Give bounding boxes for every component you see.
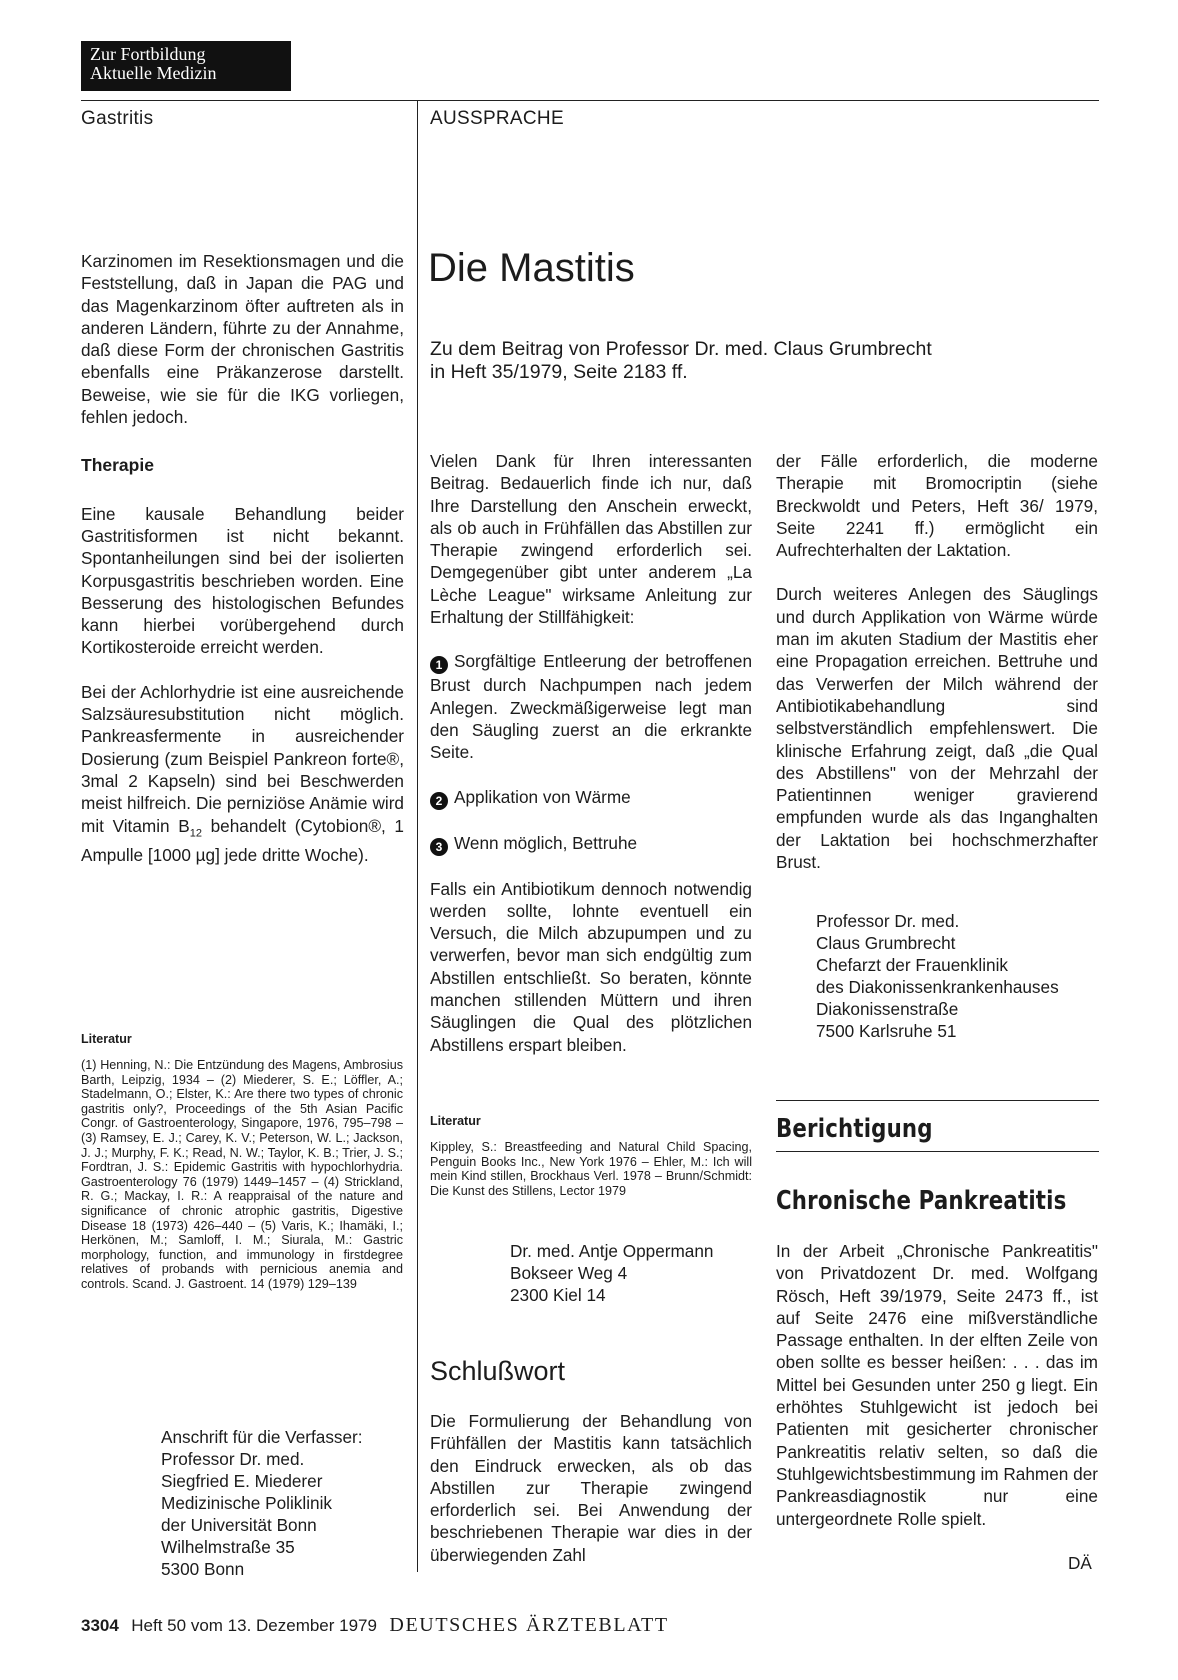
therapy-paragraph-1: Eine kausale Behandlung beider Gastritisformen ist nicht bekannt. Spontanheilungen sind bei der isolierten Korpusgastritis beschrieben worden. Eine Besserung des histologischen Befundes kann hierbei vorübergehend durch Kortikosteroide erreicht werden. (81, 503, 404, 658)
issue-info: Heft 50 vom 13. Dezember 1979 (131, 1616, 377, 1635)
literature-left: (1) Henning, N.: Die Entzündung des Magens, Ambrosius Barth, Leipzig, 1934 – (2) Miederer, S. E.; Löffler, A.; Stadelmann, O.; Elster, K.: Are there two types of chronic gastritis only?, Proceedings of the 5th Asian Pacific Congr. of Gastroenterology, Singapore, 1976, 795–798 – (3) Ramsey, E. J.; Carey, K. V.; Peterson, W. L.; Jackson, J. J.; Murphy, F. K.; Read, N. W.; Taylor, K. B.; Trier, J. S.; Fordtran, J. S.: Epidemic Gastritis with hypochlorhydria. Gastroenterology 76 (1979) 1449–1457 – (4) Strickland, R. G.; Mackay, I. R.: A reappraisal of the nature and significance of chronic atrophic gastritis, Digestive Disease 18 (1973) 426–440 – (5) Varis, K.; Ihamäki, I.; Herkönen, M.; Samloff, I. M.; Siurala, M.: Gastric morphology, function, and immunology in firstdegree relatives of probands with pernicious anemia and controls. Scand. J. Gastroent. 14 (1979) 129–139 (81, 1058, 403, 1291)
signoff: DÄ (1068, 1553, 1092, 1573)
pankreatitis-body: In der Arbeit „Chronische Pankreatitis" von Privatdozent Dr. med. Wolfgang Rösch, Heft 39/1979, Seite 2473 ff., ist auf Seite 2476 eine mißverständliche Passage enthalten. In der elften Zeile von oben sollte es besser heißen: . . . das im Mittel bei Gesunden unter 250 g liegt. Ein erhöhtes Stuhlgewicht ist jedoch bei Patienten mit gesicherter chronischer Pankreatitis relativ selten, so daß die Stuhlgewichtsbestimmung im Rahmen der Pankreasdiagnostik nur eine untergeordnete Rolle spielt. (776, 1241, 1098, 1529)
therapy-heading: Therapie (81, 455, 154, 476)
letter-paragraph-2: Falls ein Antibiotikum dennoch notwendig werden sollte, lohnte eventuell ein Versuch, die Milch abzupumpen und zu verwerfen, bevor man sich endgültig zum Abstillen entschließt. So beraten, könnte manchen stillenden Müttern und ihren Säuglingen die Qual des plötzlichen Abstillens erspart bleiben. (430, 878, 752, 1055)
address-line: Claus Grumbrecht (816, 933, 956, 953)
column-divider (417, 100, 418, 1572)
address-line: Wilhelmstraße 35 (161, 1537, 295, 1557)
address-line: 5300 Bonn (161, 1559, 245, 1579)
subtitle-line-1: Zu dem Beitrag von Professor Dr. med. Claus Grumbrecht (430, 338, 932, 360)
number-badge-icon: 2 (430, 792, 448, 810)
literature-heading-left: Literatur (81, 1032, 132, 1046)
reply-paragraph-1: der Fälle erforderlich, die moderne Therapie mit Bromocriptin (siehe Breckwoldt und Peters, Heft 36/ 1979, Seite 2241 ff.) ermöglicht ein Aufrechterhalten der Laktation. (776, 451, 1098, 561)
top-rule (81, 100, 1099, 101)
section-label-gastritis: Gastritis (81, 108, 154, 129)
page-footer (81, 1614, 669, 1637)
reply-paragraph-2: Durch weiteres Anlegen des Säuglings und durch Applikation von Wärme würde man im akuten Stadium der Mastitis eher eine Propagation erreichen. Bettruhe und das Verwerfen der Milch während der Antibiotikabehandlung sind selbstverständlich empfehlenswert. Die klinische Erfahrung zeigt, daß „die Qual des Abstillens" von der Mehrzahl der Patientinnen weniger gravierend empfunden wurde als das Inganghalten der Laktation bei hochschmerzhafter Brust. (776, 584, 1098, 873)
list-item-text: Wenn möglich, Bettruhe (454, 832, 638, 853)
intro-paragraph: Karzinomen im Resektionsmagen und die Feststellung, daß in Japan die PAG und das Magenkarzinom öfter auftreten als in anderen Ländern, führte zu der Annahme, daß diese Form der chronischen Gastritis ebenfalls eine Präkanzerose darstellt. Beweise, wie sie für die IKG vorliegen, fehlen jedoch. (81, 251, 404, 428)
address-line: Dr. med. Antje Oppermann (510, 1241, 714, 1261)
letter-paragraph-1: Vielen Dank für Ihren interessanten Beitrag. Bedauerlich finde ich nur, daß Ihre Darstellung den Anschein erweckt, als ob auch in Frühfällen das Abstillen zur Therapie zwingend erforderlich sei. Demgegenüber gibt unter anderem „La Lèche League" wirksame Anleitung zur Erhaltung der Stillfähigkeit: (430, 451, 752, 628)
article-title: Die Mastitis (428, 246, 635, 290)
reply-body (776, 450, 1098, 895)
author-address-left (161, 1426, 363, 1580)
article-subtitle (430, 338, 1070, 384)
letter-body (430, 450, 752, 1078)
address-line: 2300 Kiel 14 (510, 1285, 606, 1305)
address-line: Professor Dr. med. (161, 1449, 305, 1469)
berichtigung-rule-top (776, 1100, 1099, 1101)
therapy-p2-a: Bei der Achlorhydrie ist eine ausreichende Salzsäuresubstitution nicht möglich. Pankreasfermente in ausreichender Dosierung (zum Beispiel Pankreon forte®, 3mal 2 Kapseln) sind bei Beschwerden meist hilfreich. Die perniziöse Anämie wird mit Vitamin B (81, 681, 404, 836)
list-item-text: Sorgfältige Entleerung der betroffenen Brust durch Nachpumpen nach jedem Anlegen. Zweckmäßigerweise legt man den Säugling zuerst an die erkrankte Seite. (430, 651, 752, 763)
subtitle-line-2: in Heft 35/1979, Seite 2183 ff. (430, 361, 688, 383)
address-line: 7500 Karlsruhe 51 (816, 1021, 957, 1041)
address-line: Medizinische Poliklinik (161, 1493, 332, 1513)
vitamin-subscript: 12 (189, 826, 202, 839)
number-badge-icon: 1 (430, 656, 448, 674)
list-item-3 (430, 832, 752, 856)
berichtigung-rule-bottom (776, 1151, 1099, 1152)
section-label-aussprache: AUSSPRACHE (430, 108, 564, 129)
journal-name: DEUTSCHES ÄRZTEBLATT (389, 1614, 669, 1636)
page-number: 3304 (81, 1616, 119, 1635)
address-line: Chefarzt der Frauenklinik (816, 955, 1009, 975)
gastritis-body (81, 250, 404, 889)
literature-right: Kippley, S.: Breastfeeding and Natural Child Spacing, Penguin Books Inc., New York 1976 – Ehler, M.: Ich will mein Kind stillen, Brockhaus Verl. 1978 – Brunn/Schmidt: Die Kunst des Stillens, Lector 1979 (430, 1140, 752, 1198)
address-line: Siegfried E. Miederer (161, 1471, 323, 1491)
list-item-text: Applikation von Wärme (454, 786, 631, 807)
literature-heading-right: Literatur (430, 1114, 481, 1128)
badge-line-2: Aktuelle Medizin (90, 63, 217, 83)
schlusswort-title: Schlußwort (430, 1356, 566, 1386)
department-badge (81, 41, 291, 91)
address-line: Bokseer Weg 4 (510, 1263, 628, 1283)
address-line: der Universität Bonn (161, 1515, 317, 1535)
address-line: Professor Dr. med. (816, 911, 960, 931)
badge-line-1: Zur Fortbildung (90, 44, 206, 64)
pankreatitis-heading: Chronische Pankreatitis (776, 1186, 1067, 1216)
list-item-2 (430, 786, 752, 810)
address-line: Diakonissenstraße (816, 999, 959, 1019)
author-address-oppermann (510, 1240, 714, 1306)
therapy-paragraph-2 (81, 681, 404, 867)
list-item-1 (430, 650, 752, 763)
therapy-p2-b: behandelt (Cytobion®, 1 Ampulle [1000 µg] jede dritte Woche). (81, 815, 404, 866)
author-address-grumbrecht (816, 910, 1059, 1042)
berichtigung-heading: Berichtigung (776, 1114, 933, 1144)
address-line: Anschrift für die Verfasser: (161, 1427, 363, 1447)
number-badge-icon: 3 (430, 838, 448, 856)
address-line: des Diakonissenkrankenhauses (816, 977, 1059, 997)
schlusswort-body: Die Formulierung der Behandlung von Frühfällen der Mastitis kann tatsächlich den Eindruck erwecken, als ob das Abstillen zur Therapie zwingend erforderlich sei. Bei Anwendung der beschriebenen Therapie war dies in der überwiegenden Zahl (430, 1411, 752, 1565)
